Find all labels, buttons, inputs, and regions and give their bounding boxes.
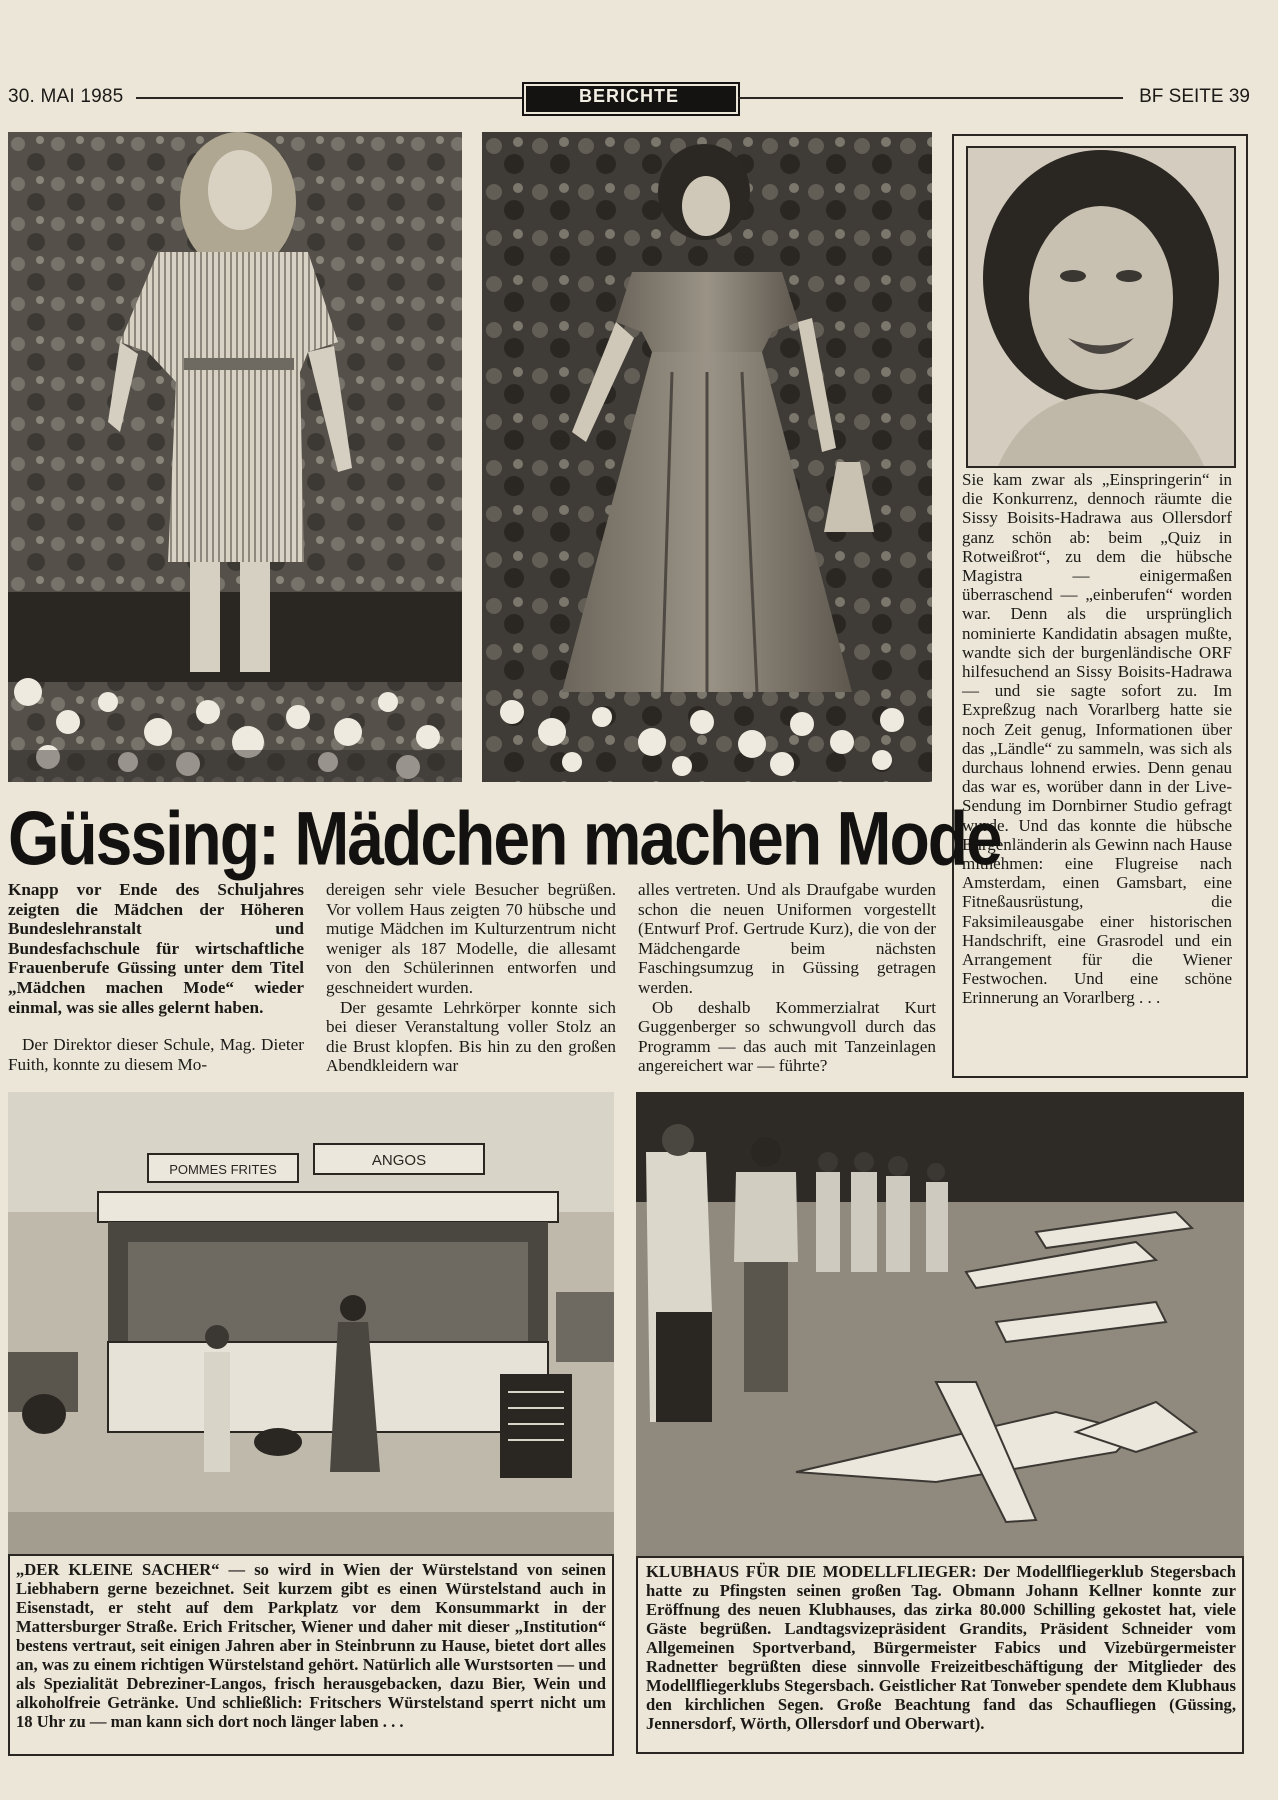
caption-modellflieger: KLUBHAUS FÜR DIE MODELLFLIEGER: Der Modellfliegerklub Stegersbach hatte zu Pfingsten seinen großen Tag. Obmann Johann Kellner konnte zur Eröffnung des neuen Klubhauses, das zirka 80.000 Schilling gekostet hat, viele Gäste begrüßen. Landtagsvizepräsident Grandits, Präsident Schneider vom Allgemeinen Sportverband, Bürgermeister Fabics und Vizebürgermeister Radnetter begrüßten diese sinnvolle Freizeitbeschäftigung der Mitglieder des Modellfliegerklubs Stegersbach. Geistlicher Rat Tonweber spendete dem Klubhaus den kirchlichen Segen. Große Beachtung fand das Schaufliegen (Güssing, Jennersdorf, Wörth, Ollersdorf und Oberwart). bbox=[646, 1562, 1236, 1733]
headline: Güssing: Mädchen machen Mode bbox=[8, 795, 1001, 881]
article-paragraph: Ob deshalb Kommerzialrat Kurt Guggenberger so schwungvoll durch das Programm — das auch mit Tanzeinlagen angereichert war — führte? bbox=[638, 997, 936, 1076]
article-paragraph: dereigen sehr viele Besucher begrüßen. Vor vollem Haus zeigten 70 hübsche und mutige Mädchen im Kulturzentrum nicht weniger als 187 Modelle, die allesamt von den Schülerinnen entworfen und geschneidert wurden. bbox=[326, 880, 616, 997]
sidebar-article-text: Sie kam zwar als „Einspringerin“ in die Konkurrenz, dennoch räumte die Sissy Boisits-Hadrawa aus Ollersdorf ganz schön ab: beim „Quiz in Rotweißrot“, zu dem die hübsche Magistra — einigermaßen überraschend — „einberufen“ worden war. Denn als die ursprünglich nominierte Kandidatin absagen mußte, wandte sich der burgenländische ORF hilfesuchend an Sissy Boisits-Hadrawa — und sie sagte sofort zu. Im Expreßzug nach Vorarlberg hatte sie noch Zeit genug, Informationen über das „Ländle“ zu sammeln, was sich als durchaus lohnend erwies. Denn genau das war es, worüber dann in der Live-Sendung im Dornbirner Studio gefragt wurde. Und das konnte die hübsche Burgenländerin als Gewinn nach Hause mitnehmen: eine Flugreise nach Amsterdam, einen Gamsbart, eine Fitneßausrüstung, die Faksimileausgabe einer historischen Handschrift, eine Grasrodel und ein Arrangement für die Wiener Festwochen. Und eine schöne Erinnerung an Vorarlberg . . . bbox=[962, 470, 1232, 1008]
photo-model-evening-gown bbox=[482, 132, 932, 782]
section-label: BERICHTE bbox=[578, 86, 679, 106]
article-column-2 bbox=[326, 880, 616, 1076]
caption-wurstelstand: „DER KLEINE SACHER“ — so wird in Wien der Würstelstand von seinen Liebhabern gerne bezeichnet. Seit kurzem gibt es einen Würstelstand auch in Eisenstadt, er steht auf dem Parkplatz vor dem Konsummarkt in der Mattersburger Straße. Erich Fritscher, Wiener und daher mit dieser „Institution“ bestens vertraut, seit einigen Jahren aber in Steinbrunn zu Hause, bietet dort alles an, was zu einem richtigen Würstelstand gehört. Natürlich alle Wurstsorten — und als Spezialität Debreziner-Langos, frisch herausgebacken, dazu Bier, Wein und alkoholfreie Getränke. Und schließlich: Fritschers Würstelstand sperrt nicht um 18 Uhr zu — man kann sich dort noch länger laben . . . bbox=[16, 1560, 606, 1731]
article-paragraph: Der Direktor dieser Schule, Mag. Dieter Fuith, konnte zu diesem Mo- bbox=[8, 1035, 304, 1074]
page-number: BF SEITE 39 bbox=[1139, 86, 1250, 107]
stand-sign-right: ANGOS bbox=[371, 1152, 427, 1169]
article-lead: Knapp vor Ende des Schuljahres zeigten die Mädchen der Höheren Bundeslehranstalt und Bundesfachschule für wirtschaftliche Frauenberufe Güssing unter dem Titel „Mädchen machen Mode“ wieder einmal, was sie alles gelernt haben. bbox=[8, 880, 304, 1017]
photo-model-striped-dress bbox=[8, 132, 462, 782]
article-paragraph: alles vertreten. Und als Draufgabe wurden schon die neuen Uniformen vorgestellt (Entwurf Prof. Gertrude Kurz), die von der Mädchengarde beim nächsten Faschingsumzug in Güssing getragen werden. bbox=[638, 880, 936, 997]
article-paragraph: Der gesamte Lehrkörper konnte sich bei dieser Veranstaltung voller Stolz an die Brust klopfen. Bis hin zu den großen Abendkleidern war bbox=[326, 997, 616, 1076]
issue-date: 30. MAI 1985 bbox=[8, 86, 124, 107]
header-rule-left bbox=[136, 97, 522, 99]
header-rule-right bbox=[738, 97, 1123, 99]
article-column-1 bbox=[8, 880, 304, 1074]
portrait-photo-sissy-boisits-hadrawa bbox=[966, 146, 1236, 468]
photo-wurstelstand bbox=[8, 1092, 614, 1554]
article-column-3 bbox=[638, 880, 936, 1076]
photo-modellflieger bbox=[636, 1092, 1244, 1556]
stand-sign-left: POMMES FRITES bbox=[169, 1162, 277, 1177]
